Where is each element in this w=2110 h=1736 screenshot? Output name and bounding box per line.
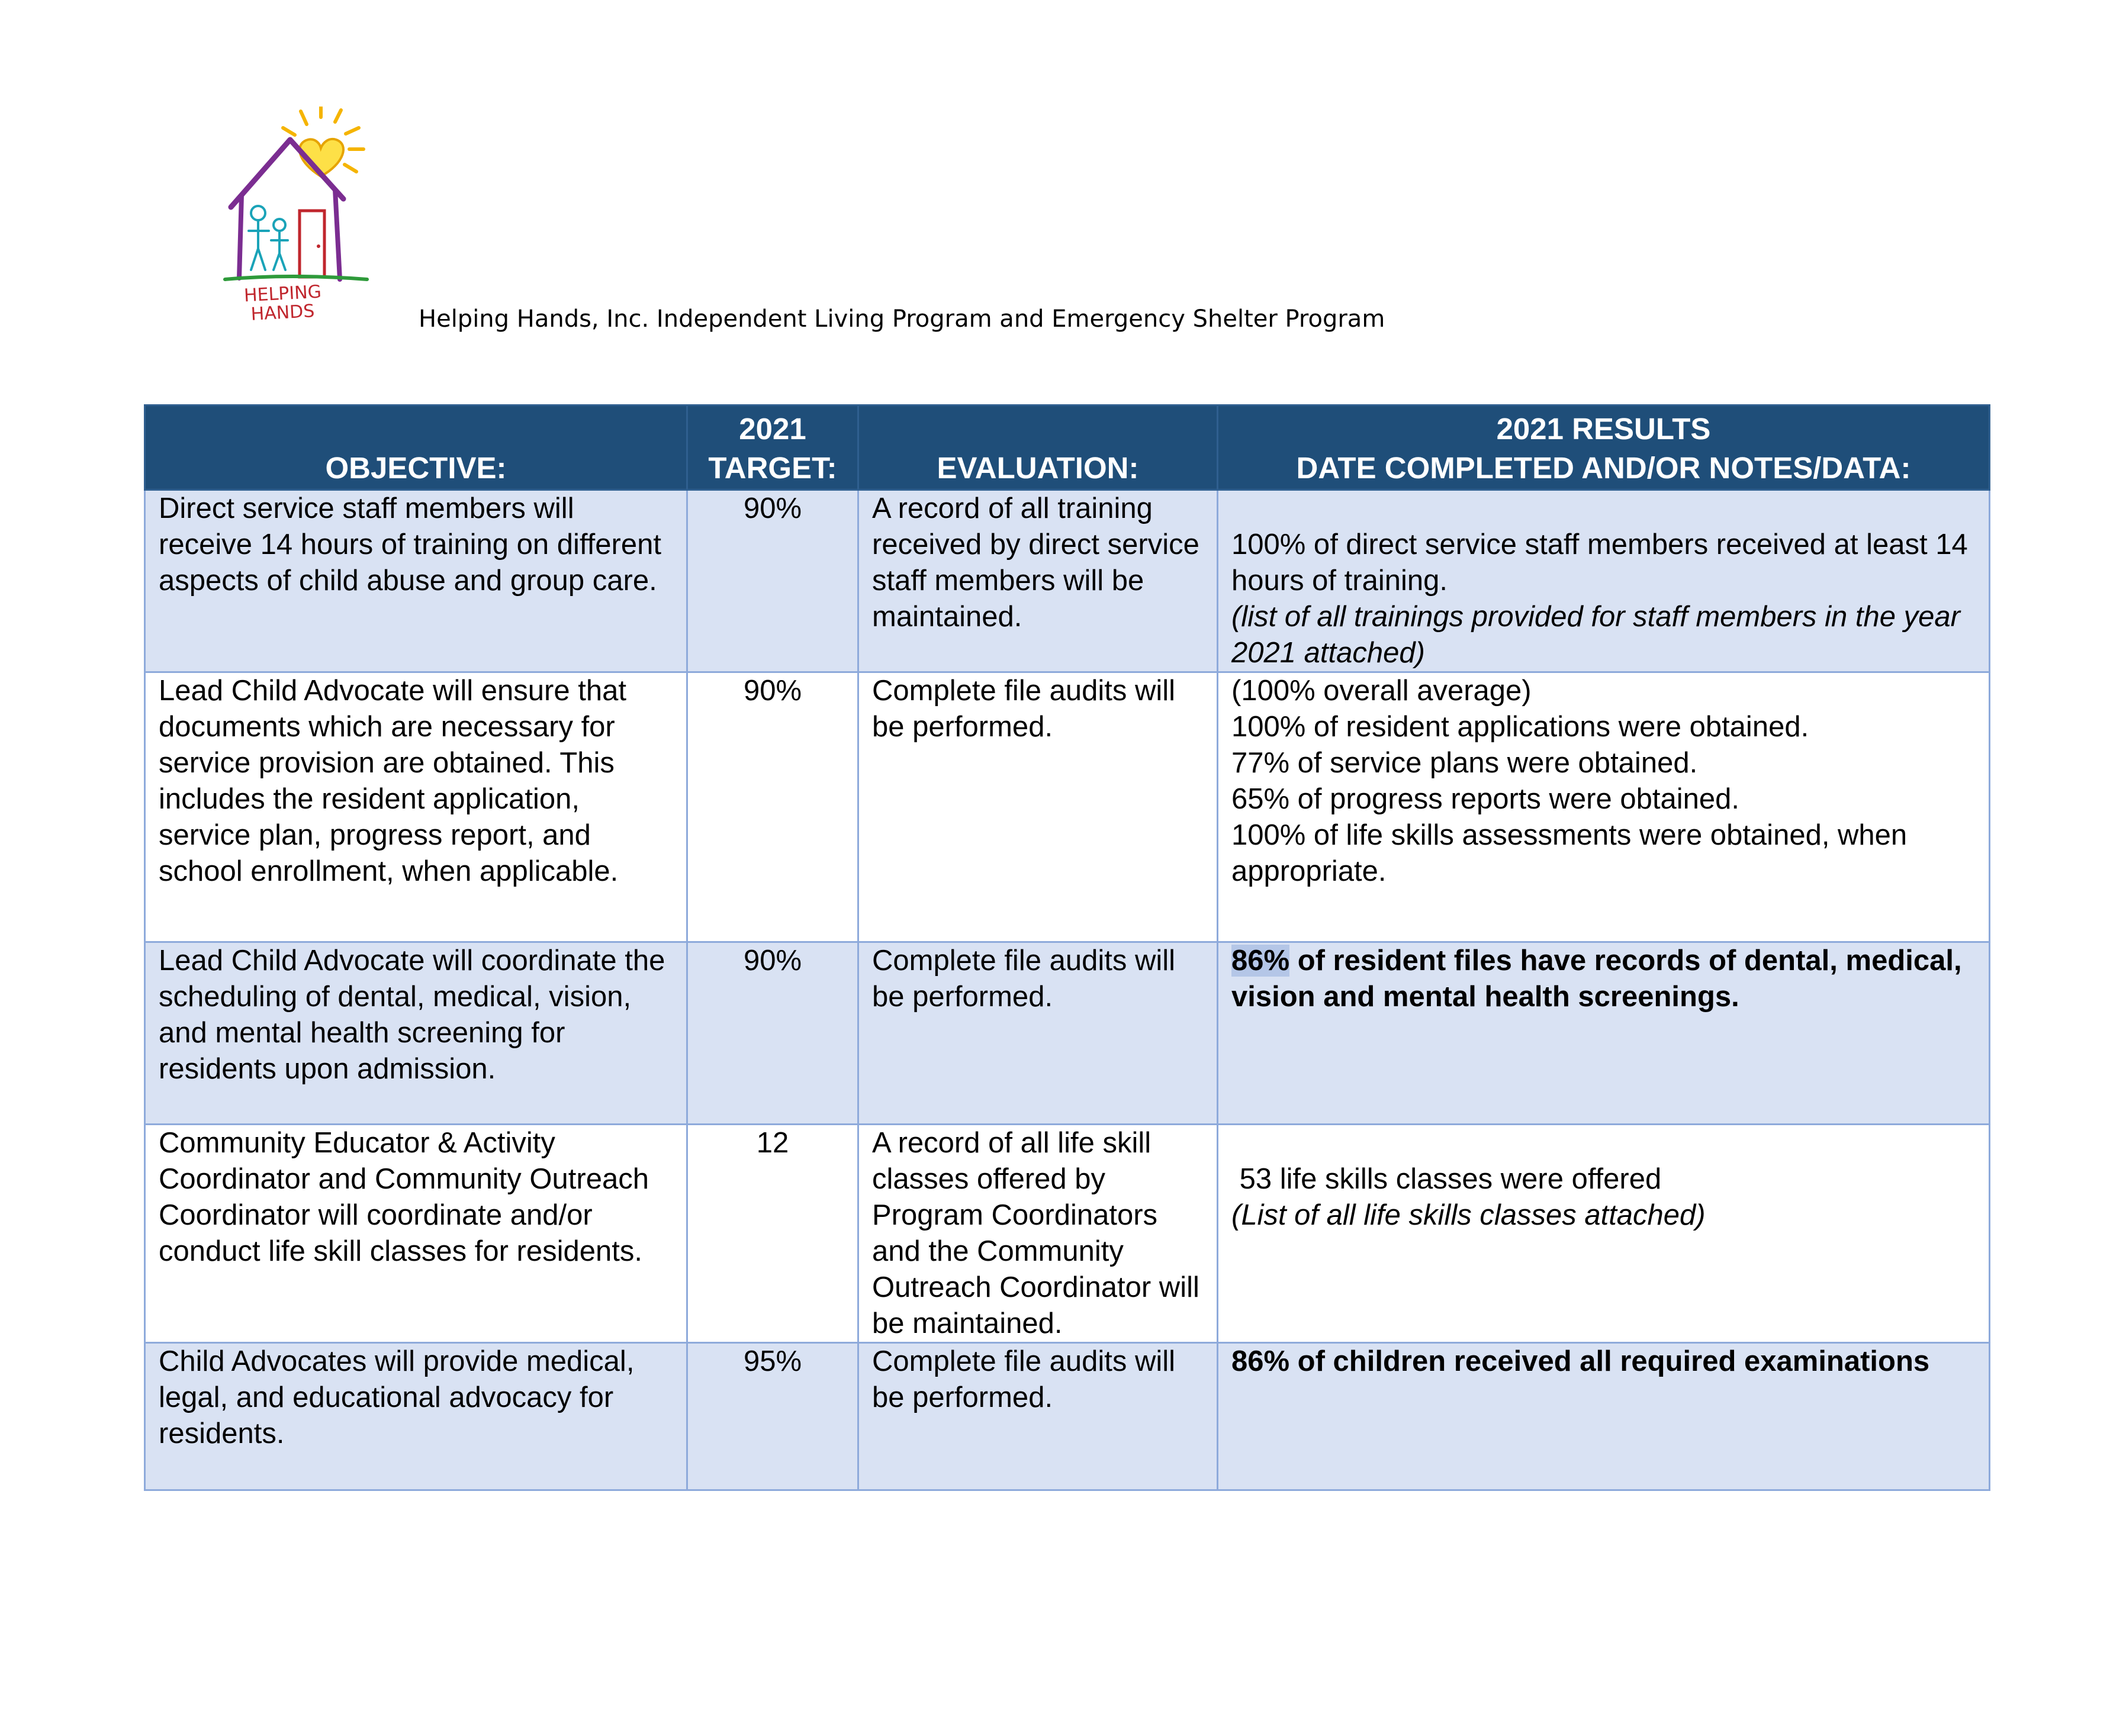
table-row bbox=[145, 672, 1990, 942]
helping-hands-logo bbox=[219, 107, 379, 326]
objective-cell: Community Educator & Activity Coordinator and Community Outreach Coordinator will coordinate and/or conduct life skill classes for residents. bbox=[145, 1125, 687, 1343]
result-main: 53 life skills classes were offered bbox=[1231, 1163, 1662, 1195]
objectives-table bbox=[144, 404, 1990, 1491]
result-note: (list of all trainings provided for staff members in the year 2021 attached) bbox=[1231, 601, 1960, 669]
results-header-line2: DATE COMPLETED AND/OR NOTES/DATA: bbox=[1296, 451, 1911, 485]
logo-text-hands: HANDS bbox=[250, 301, 316, 325]
results-cell bbox=[1218, 1125, 1990, 1343]
target-cell: 90% bbox=[687, 672, 858, 942]
target-header-line1: 2021 bbox=[739, 412, 806, 446]
result-main: 100% of direct service staff members received at least 14 hours of training. bbox=[1231, 529, 1968, 597]
evaluation-cell: Complete file audits will be performed. bbox=[858, 1343, 1218, 1490]
target-cell: 90% bbox=[687, 490, 858, 672]
document-title: Helping Hands, Inc. Independent Living Program and Emergency Shelter Program bbox=[419, 305, 1385, 333]
evaluation-cell: Complete file audits will be performed. bbox=[858, 672, 1218, 942]
target-header-line2: TARGET: bbox=[708, 451, 837, 485]
column-header-evaluation: EVALUATION: bbox=[858, 405, 1218, 490]
table-row bbox=[145, 942, 1990, 1125]
objective-cell: Lead Child Advocate will coordinate the scheduling of dental, medical, vision, and mental health screening for residents upon admission. bbox=[145, 942, 687, 1125]
evaluation-cell: A record of all training received by direct service staff members will be maintained. bbox=[858, 490, 1218, 672]
result-highlight: 86% bbox=[1231, 945, 1290, 977]
table-row bbox=[145, 490, 1990, 672]
result-line: 100% of life skills assessments were obtained, when appropriate. bbox=[1231, 819, 1908, 887]
table-row bbox=[145, 1125, 1990, 1343]
column-header-results bbox=[1218, 405, 1990, 490]
result-line: (100% overall average) bbox=[1231, 675, 1532, 707]
results-header-line1: 2021 RESULTS bbox=[1496, 412, 1711, 446]
result-line: 100% of resident applications were obtained. bbox=[1231, 711, 1809, 743]
objective-cell: Direct service staff members will receive 14 hours of training on different aspects of child abuse and group care. bbox=[145, 490, 687, 672]
evaluation-cell: A record of all life skill classes offered by Program Coordinators and the Community Outreach Coordinator will be maintained. bbox=[858, 1125, 1218, 1343]
table-row bbox=[145, 1343, 1990, 1490]
results-cell bbox=[1218, 490, 1990, 672]
target-cell: 95% bbox=[687, 1343, 858, 1490]
logo-text-helping: HELPING bbox=[243, 281, 322, 307]
evaluation-cell: Complete file audits will be performed. bbox=[858, 942, 1218, 1125]
result-rest: of resident files have records of dental, medical, vision and mental health screenings. bbox=[1231, 945, 1962, 1013]
results-cell bbox=[1218, 942, 1990, 1125]
target-cell: 90% bbox=[687, 942, 858, 1125]
objective-cell: Lead Child Advocate will ensure that documents which are necessary for service provision are obtained. This includes the resident application, service plan, progress report, and school enrollment, when applicable. bbox=[145, 672, 687, 942]
results-cell bbox=[1218, 672, 1990, 942]
column-header-target bbox=[687, 405, 858, 490]
results-cell: 86% of children received all required examinations bbox=[1218, 1343, 1990, 1490]
target-cell: 12 bbox=[687, 1125, 858, 1343]
result-line: 65% of progress reports were obtained. bbox=[1231, 783, 1739, 815]
column-header-objective: OBJECTIVE: bbox=[145, 405, 687, 490]
table-header-row bbox=[145, 405, 1990, 490]
objective-cell: Child Advocates will provide medical, legal, and educational advocacy for residents. bbox=[145, 1343, 687, 1490]
result-note: (List of all life skills classes attached) bbox=[1231, 1199, 1706, 1231]
result-line: 77% of service plans were obtained. bbox=[1231, 747, 1698, 779]
